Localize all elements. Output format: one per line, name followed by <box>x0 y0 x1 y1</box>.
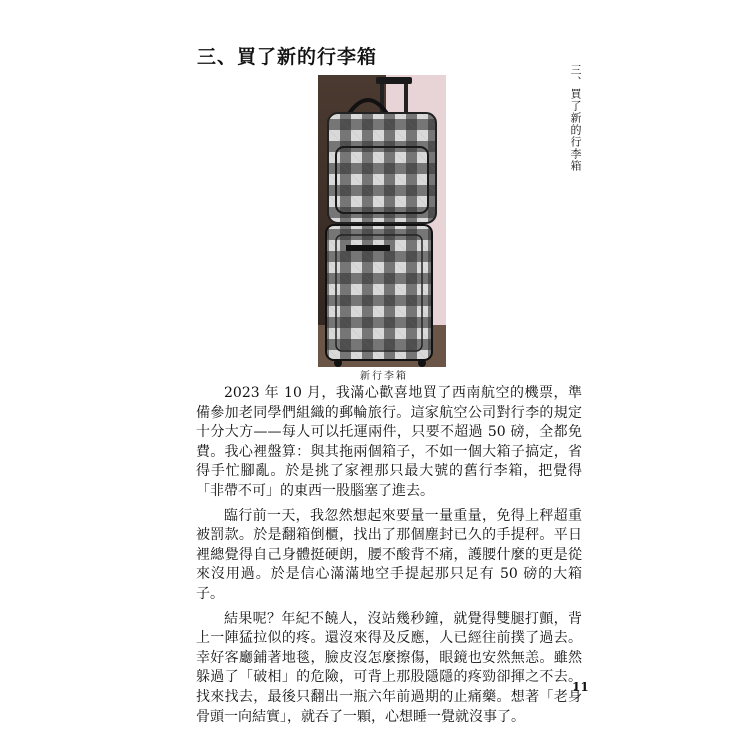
suitcase-illustration <box>318 75 446 367</box>
paragraph: 2023 年 10 月，我滿心歡喜地買了西南航空的機票，準備參加老同學們組織的郵輪旅行。這家航空公司對行李的規定十分大方——每人可以托運兩件，只要不超過 50 磅，全都免費。我心裡盤算：與其拖兩個箱子，不如一個大箱子搞定，省得手忙腳亂。於是挑了家裡那只最大號的舊行李箱，把覺得「非帶不可」的東西一股腦塞了進去。 <box>196 385 582 499</box>
running-header: 三、買了新的行李箱 <box>569 64 582 172</box>
page-number: 11 <box>572 680 589 694</box>
article-body <box>196 384 582 732</box>
paragraph: 結果呢？年紀不饒人，沒站幾秒鐘，就覺得雙腿打顫，背上一陣猛拉似的疼。還沒來得及反應，人已經往前撲了過去。幸好客廳鋪著地毯，臉皮沒怎麼擦傷，眼鏡也安然無恙。雖然躲過了「破相」的危險，可背上那股隱隱的疼勁卻揮之不去。找來找去，最後只翻出一瓶六年前過期的止痛藥。想著「老身骨頭一向結實」，就吞了一顆，心想睡一覺就沒事了。 <box>196 610 582 725</box>
paragraph: 臨行前一天，我忽然想起來要量一量重量，免得上秤超重被罰款。於是翻箱倒櫃，找出了那個塵封已久的手提秤。平日裡總覺得自己身體挺硬朗，腰不酸背不痛，護腰什麼的更是從來沒用過。於是信心滿滿地空手提起那只足有 50 磅的大箱子。 <box>196 507 582 602</box>
photo-caption: 新行李箱 <box>360 371 408 382</box>
section-heading: 三、買了新的行李箱 <box>197 46 378 68</box>
luggage-photo <box>318 75 446 367</box>
